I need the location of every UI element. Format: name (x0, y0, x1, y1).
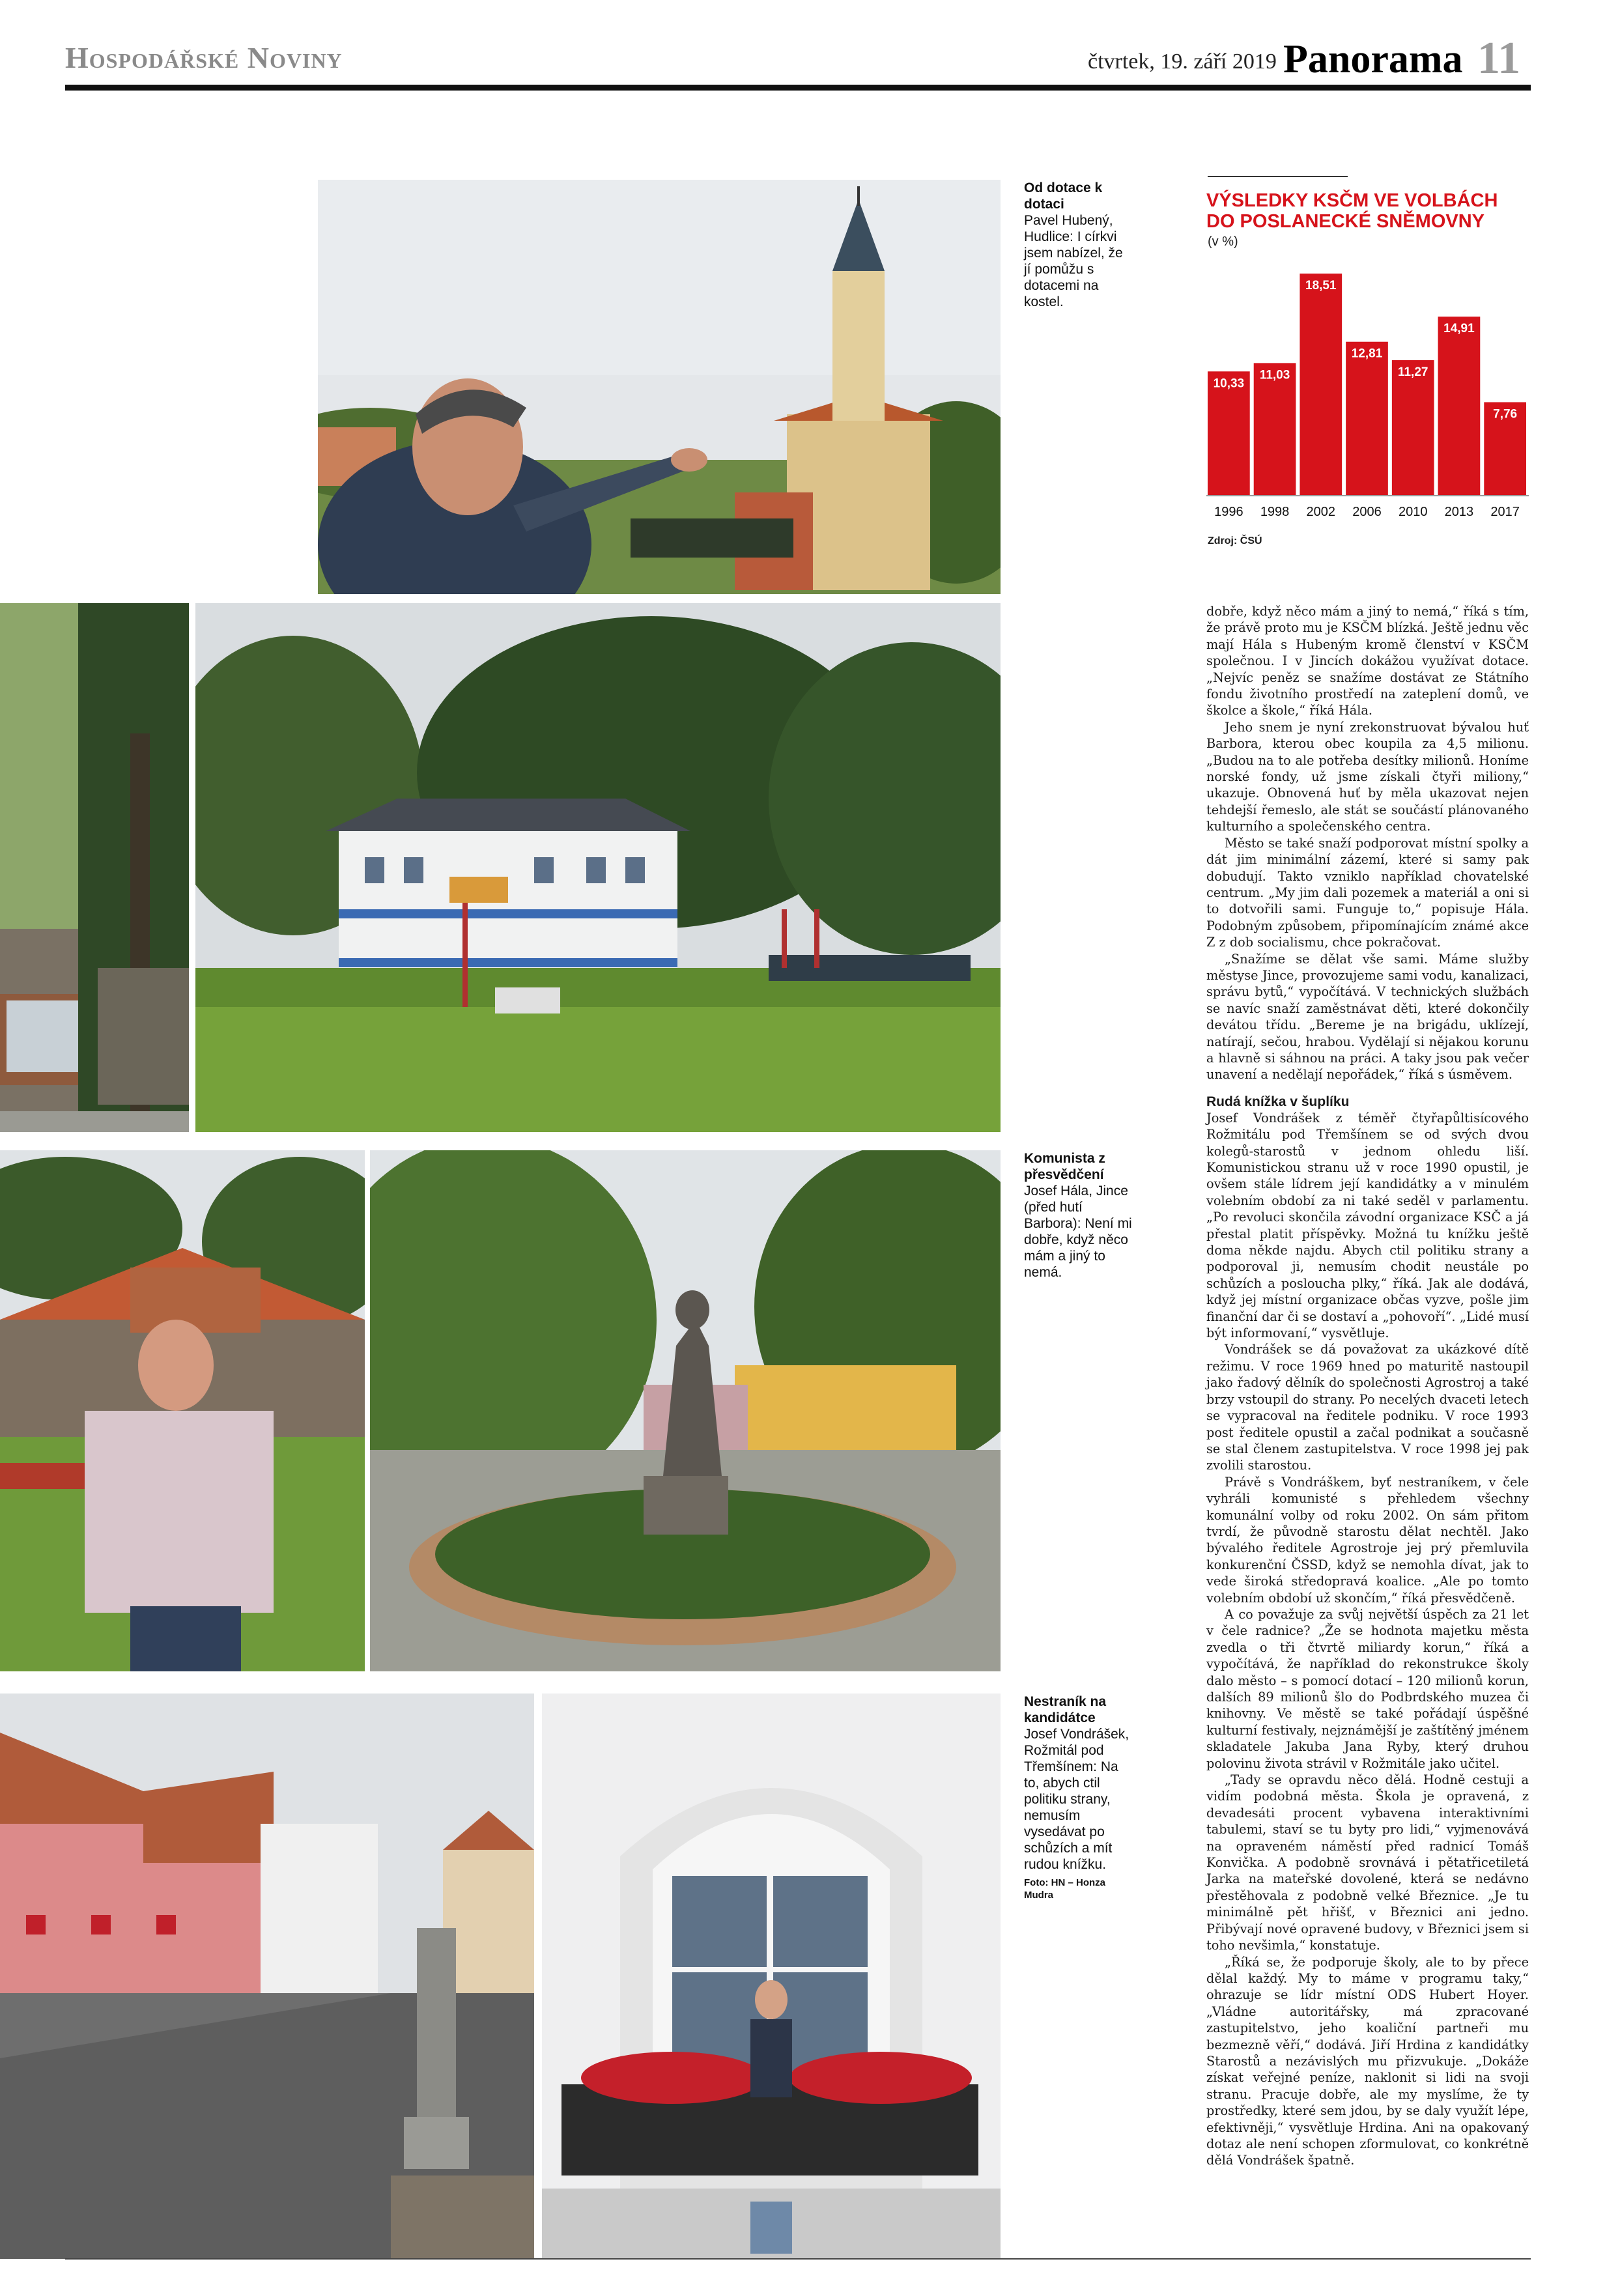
caption-head: Komunista z přesvědčení (1024, 1151, 1105, 1182)
chart-value-label: 18,51 (1305, 279, 1337, 292)
chart-tick-label: 1998 (1260, 505, 1290, 519)
caption-vondrasek (1024, 1694, 1135, 1901)
chart-bar (1300, 274, 1342, 495)
chart-bar (1438, 317, 1481, 495)
photo-tree-house (0, 603, 189, 1132)
photo-hubeny-church (318, 180, 1001, 594)
article-paragraph: Jeho snem je nyní zrekonstruovat bývalou huť Barbora, kterou obec koupila za 4,5 milionu. „Budou na to ale potřeba desítky milionů. Honíme norské fondy, už jsme získali čtyři miliony,“ ukazuje. Obnovená huť by měla ukazovat nejen tehdejší řemeslo, ale stát se součástí plánovaného kulturního a společenského centra. (1206, 719, 1529, 834)
photo-statue-square (370, 1150, 1001, 1671)
chart-tick-label: 1996 (1214, 505, 1243, 519)
photo-hala-hut (0, 1150, 365, 1671)
caption-hala (1024, 1150, 1141, 1281)
article-paragraph: „Snažíme se dělat vše sami. Máme služby městyse Jince, provozujeme sami vodu, kanalizaci, správu bytů,“ vypočítává. V technických službách se navíc snaží zaměstnávat děti, které dokončily devátou třídu. „Bereme je na brigádu, uklízejí, natírají, sečou, hrabou. Vydělají si nějakou korunu a hlavně si sáhnou na práci. A taky jsou pak večer unavení a nedělají nepořádek,“ říká s úsměvem. (1206, 951, 1529, 1083)
chart-tick-label: 2002 (1306, 505, 1336, 519)
caption-text: Pavel Hubený, Hudlice: I církvi jsem nabízel, že jí pomůžu s dotacemi na kostel. (1024, 213, 1123, 309)
chart-value-label: 11,03 (1259, 368, 1290, 382)
article-subhead: Rudá knížka v šuplíku (1206, 1094, 1350, 1109)
section-title: Panorama (1283, 37, 1463, 81)
chart-tick-label: 2010 (1398, 505, 1428, 519)
results-chart (1206, 176, 1529, 554)
chart-value-label: 7,76 (1493, 407, 1518, 421)
chart-rule (1208, 176, 1348, 177)
article-paragraph: Vondrášek se dá považovat za ukázkové dítě režimu. V roce 1969 hned po maturitě nastoupil jako řadový dělník do společnosti Agrostroj a také brzy vstoupil do strany. Po necelých dvaceti letech se vypracoval na ředitele podniku. V roce 1993 post ředitele opustil a začal podnikat a současně se stal členem zastupitelstva. V roce 1998 jej pak zvolili starostou. (1206, 1342, 1529, 1473)
chart-tick-label: 2013 (1444, 505, 1474, 519)
chart-title: VÝSLEDKY KSČM VE VOLBÁCH DO POSLANECKÉ SNĚMOVNY (1206, 190, 1498, 232)
caption-text: Josef Vondrášek, Rožmitál pod Třemšínem: Na to, abych ctil politiku strany, nemusím vysedávat po schůzích a mít rudou knížku. (1024, 1727, 1129, 1872)
footer-rule (65, 2258, 1531, 2260)
masthead (65, 31, 1531, 90)
photo-rozmital-street (0, 1694, 534, 2259)
chart-bar (1254, 363, 1296, 495)
article-paragraph: dobře, když něco mám a jiný to nemá,“ říká s tím, že právě proto mu je KSČM blízká. Ještě jednu věc mají Hála s Hubeným kromě členství v KSČM společnou. I v Jincích dokážou využívat dotace. „Nejvíc peněz se snažíme dostávat ze Státního fondu životního prostředí na zateplení domů, ve školce a škole,“ říká Hála. (1206, 604, 1529, 718)
chart-bar (1392, 360, 1434, 495)
issue-date: čtvrtek, 19. září 2019 (1088, 50, 1277, 74)
photo-jince-house (195, 603, 1001, 1132)
photo-credit: Foto: HN – Honza Mudra (1024, 1877, 1105, 1901)
chart-tick-label: 2006 (1352, 505, 1382, 519)
photo-townhall-balcony (542, 1694, 1001, 2259)
caption-text: Josef Hála, Jince (před hutí Barbora): Není mi dobře, když něco mám a jiný to nemá. (1024, 1183, 1132, 1280)
chart-source: Zdroj: ČSÚ (1208, 535, 1262, 546)
article-paragraph: Město se také snaží podporovat místní spolky a dát jim minimální zázemí, které si samy pak dobudují. Takto vzniklo například chovatelské centrum. „My jim dali pozemek a materiál a oni si to dotvořili sami. Funguje to,“ popisuje Hála. Podobným způsobem, připomínajícím známé akce Z z dob socialismu, chce pokračovat. (1206, 835, 1529, 950)
article-body (1206, 603, 1529, 2245)
article-paragraph: „Říká se, že podporuje školy, ale to by přece dělal každý. My to máme v programu taky,“ ohrazuje se lídr místní ODS Hubert Hoyer. „Vládne autoritářsky, má zpracované zastupitelstvo, jeho koaliční partneři mu bezmezně věří,“ dodává. Jiří Hrdina z kandidátky Starostů a nezávislých mu přizvukuje. „Dokáže získat veřejné peníze, naklonit si lidi na svoji stranu. Pracuje dobře, ale my myslíme, že ty prostředky, které sem jdou, by se daly využít lépe, efektivněji,“ vysvětluje Hrdina. Ani na opakovaný dotaz ale není schopen zformulovat, co konkrétně dělá Vondrášek špatně. (1206, 1954, 1529, 2168)
article-paragraph: A co považuje za svůj největší úspěch za 21 let v čele radnice? „Že se hodnota majetku města zvedla o tři čtvrtě miliardy korun,“ říká a vypočítává, že například do rekonstrukce školy dalo město – s pomocí dotací – 120 milionů korun, dalších 89 milionů šlo do Podbrdského muzea či knihovny. Ve městě se také pořádají úspěšné kulturní festivaly, nejznámější je zaštítěný jménem skladatele Jakuba Jana Ryby, který druhou polovinu života strávil v Rožmitále jako učitel. (1206, 1606, 1529, 1771)
newspaper-name: Hospodářské Noviny (65, 41, 343, 74)
bar-chart-svg (1206, 241, 1529, 528)
chart-value-label: 11,27 (1397, 365, 1428, 379)
chart-value-label: 14,91 (1443, 322, 1475, 336)
caption-head: Od dotace k dotaci (1024, 180, 1103, 212)
caption-hubeny (1024, 180, 1128, 310)
article-paragraph: Právě s Vondráškem, byť nestraníkem, v čele vyhráli komunisté s přehledem všechny komunální volby od roku 2002. On sám přitom tvrdí, že původně starostu dělat nechtěl. Jako bývalého ředitele Agrostroje jej prý přemluvila konkurenční ČSSD, když se nemohla dívat, jak to vede široká středopravá koalice. „Ale po tomto volebním období už skončím,“ říká přesvědčeně. (1206, 1474, 1529, 1606)
caption-head: Nestraník na kandidátce (1024, 1694, 1107, 1725)
article-paragraph: Josef Vondrášek z téměř čtyřapůltisícového Rožmitálu pod Třemšínem se od svých dvou kolegů-starostů v jednom ohledu liší. Komunistickou stranu už v roce 1990 opustil, je ovšem stále lídrem její kandidátky a v minulém volebním období za ni také seděl v parlamentu. „Po revoluci skončila závodní organizace KSČ a já přestal platit příspěvky. Možná tu knížku ještě doma někde najdu. Abych ctil politiku strany a podporoval ji, nemusím chodit neustále po schůzích a posloucha plky,“ říká. Jak ale dodává, když jej místní organizace občas vyzve, pošle jim finanční dar či se dostaví a „pohovoří“. „Lidé musí být informovaní,“ vysvětluje. (1206, 1110, 1529, 1341)
page-number: 11 (1477, 33, 1521, 83)
article-paragraph: „Tady se opravdu něco dělá. Hodně cestuji a vidím podobná města. Škola je opravená, z devadesáti procent vybavena interaktivními tabulemi, staví se tu byty pro lidi,“ vyjmenovává na opraveném náměstí před radnicí Tomáš Konvička. A podobně srovnává i pětatřicetiletá Jarka na mateřské dovolené, která se nedávno přestěhovala z podobně velké Březnice. „Je tu minimálně pět hřišť, v Březnici ani jedno. Přibývají nové opravené budovy, v Březnici jsem si toho nevšimla,“ konstatuje. (1206, 1772, 1529, 1953)
chart-unit: (v %) (1208, 234, 1238, 249)
chart-value-label: 10,33 (1213, 376, 1245, 391)
chart-bar (1346, 342, 1388, 495)
chart-value-label: 12,81 (1351, 347, 1383, 361)
chart-tick-label: 2017 (1490, 505, 1520, 519)
masthead-rule (65, 85, 1531, 91)
